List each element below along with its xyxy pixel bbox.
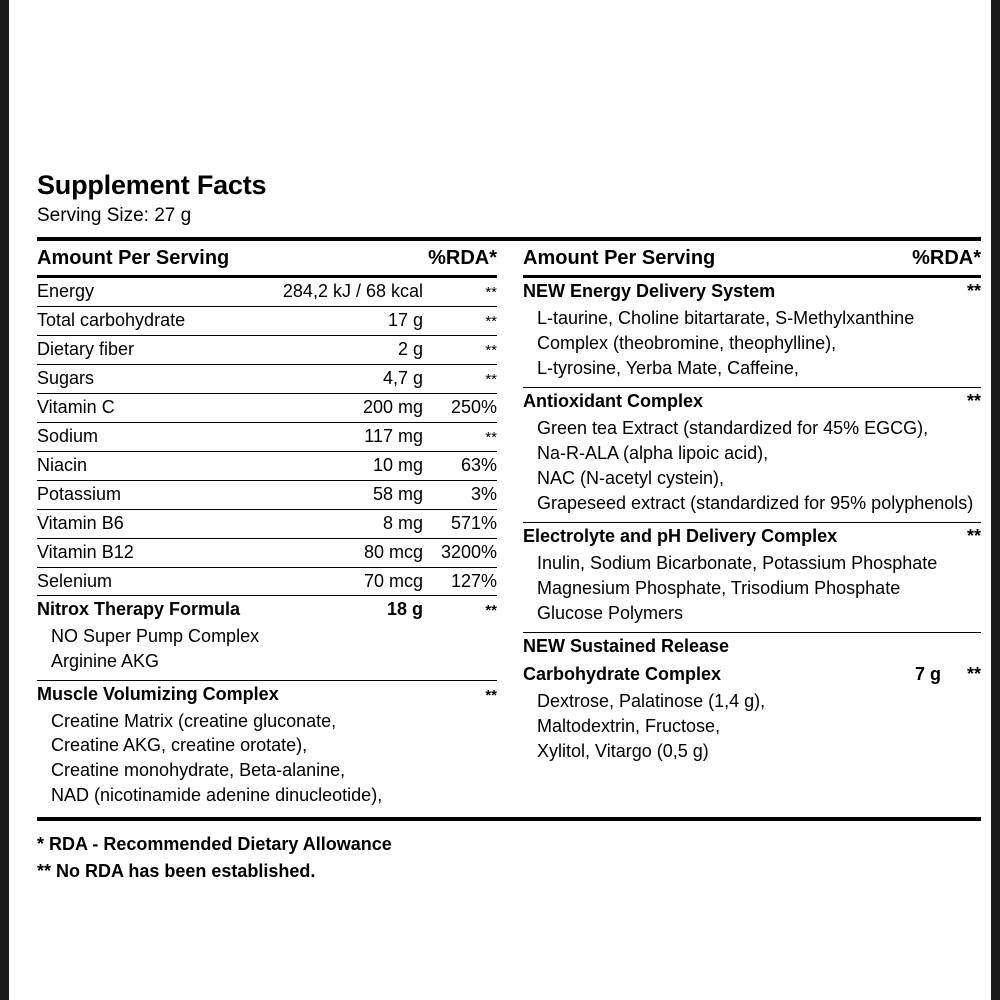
blend-ingredient: Arginine AKG <box>51 651 160 672</box>
blend-name: Nitrox Therapy Formula <box>37 599 241 620</box>
blend-ingredient: Magnesium Phosphate, Trisodium Phosphate <box>537 578 901 599</box>
left-column <box>37 241 509 807</box>
nutrient-rda: ** <box>485 284 497 301</box>
nutrient-rda: 63% <box>460 454 497 475</box>
nutrient-rda: 3% <box>470 483 497 504</box>
blend-row <box>523 388 981 416</box>
blend-ingredient: Xylitol, Vitargo (0,5 g) <box>537 741 709 762</box>
blend-rda: ** <box>485 602 497 620</box>
bottom-divider <box>37 817 981 821</box>
footnote-no-rda: ** No RDA has been established. <box>37 861 316 882</box>
table-row <box>37 539 497 567</box>
nutrient-amount: 2 g <box>397 338 423 359</box>
left-header-rda: %RDA* <box>428 247 497 269</box>
blend-ingredient: Complex (theobromine, theophylline), <box>537 332 837 353</box>
blend-ingredient: L-taurine, Choline bitartarate, S-Methylxanthine <box>537 307 915 328</box>
footnote-rda: * RDA - Recommended Dietary Allowance <box>37 834 392 855</box>
nutrient-name: Dietary fiber <box>37 338 135 359</box>
blend-ingredient: Grapeseed extract (standardized for 95% polyphenols) <box>537 493 974 514</box>
blend-ingredient: Creatine AKG, creatine orotate), <box>51 735 308 756</box>
nutrient-rda: ** <box>485 428 497 446</box>
nutrient-amount: 284,2 kJ / 68 kcal <box>282 281 423 301</box>
blend-name: Muscle Volumizing Complex <box>37 683 279 704</box>
blend-name: NEW Sustained Release <box>523 636 730 657</box>
nutrient-rda: ** <box>485 312 497 330</box>
table-row <box>37 510 497 538</box>
blend-amount: 7 g <box>914 664 941 685</box>
nutrient-name: Potassium <box>37 483 122 504</box>
blend-ingredient: L-tyrosine, Yerba Mate, Caffeine, <box>537 358 799 379</box>
blend-row <box>523 278 981 306</box>
blend-rda: ** <box>485 686 497 704</box>
blend-ingredient: Glucose Polymers <box>537 603 684 624</box>
footnotes <box>37 831 981 885</box>
table-row <box>37 278 497 306</box>
blend-ingredient: Green tea Extract (standardized for 45% EGCG), <box>537 418 929 438</box>
right-column <box>509 241 981 807</box>
blend-amount: 18 g <box>386 599 423 620</box>
table-row <box>37 307 497 335</box>
nutrient-name: Selenium <box>37 570 113 591</box>
blend-ingredient: NAC (N-acetyl cystein), <box>537 468 725 489</box>
nutrient-name: Vitamin C <box>37 396 115 417</box>
table-row <box>37 365 497 393</box>
blend-row <box>37 596 497 624</box>
table-row <box>37 481 497 509</box>
blend-name-line2: Carbohydrate Complex <box>523 664 722 685</box>
blend-rda: ** <box>966 526 981 547</box>
nutrient-rda: 250% <box>450 396 497 417</box>
nutrient-name: Vitamin B6 <box>37 512 124 533</box>
blend-rda: ** <box>966 664 981 685</box>
nutrient-rda: 127% <box>450 570 497 591</box>
blend-ingredient: NO Super Pump Complex <box>51 626 260 647</box>
nutrient-name: Niacin <box>37 454 88 475</box>
blend-ingredient: Inulin, Sodium Bicarbonate, Potassium Phosphate <box>537 553 938 574</box>
blend-row <box>523 633 981 661</box>
blend-ingredient: Creatine Matrix (creatine gluconate, <box>51 710 337 731</box>
blend-ingredient: Dextrose, Palatinose (1,4 g), <box>537 691 766 712</box>
blend-name: Antioxidant Complex <box>523 391 704 412</box>
facts-columns <box>37 241 981 807</box>
left-column-header <box>37 241 497 275</box>
nutrient-rda: 571% <box>450 512 497 533</box>
blend-row <box>523 523 981 551</box>
table-row <box>37 568 497 596</box>
nutrient-amount: 8 mg <box>382 512 423 533</box>
table-row <box>37 336 497 364</box>
blend-name: NEW Energy Delivery System <box>523 281 776 301</box>
nutrient-amount: 117 mg <box>364 425 423 446</box>
blend-ingredient: Na-R-ALA (alpha lipoic acid), <box>537 443 769 464</box>
blend-ingredient: Creatine monohydrate, Beta-alanine, <box>51 760 346 781</box>
nutrient-name: Energy <box>37 281 95 301</box>
right-column-header <box>523 241 981 275</box>
nutrient-amount: 17 g <box>387 309 423 330</box>
right-header-amount: Amount Per Serving <box>523 247 716 269</box>
blend-row-continued <box>523 661 981 689</box>
nutrient-amount: 10 mg <box>372 454 423 475</box>
table-row <box>37 452 497 480</box>
nutrient-name: Total carbohydrate <box>37 309 186 330</box>
page-title: Supplement Facts <box>37 170 267 200</box>
nutrient-rda: ** <box>485 341 497 359</box>
blend-ingredient: NAD (nicotinamide adenine dinucleotide), <box>51 784 383 805</box>
serving-size: Serving Size: 27 g <box>37 205 192 226</box>
blend-ingredient: Maltodextrin, Fructose, <box>537 716 721 737</box>
table-row <box>37 394 497 422</box>
supplement-facts-sheet <box>29 170 989 885</box>
nutrient-amount: 80 mcg <box>363 541 423 562</box>
nutrient-name: Sodium <box>37 425 99 446</box>
blend-row <box>37 681 497 709</box>
nutrient-name: Vitamin B12 <box>37 541 134 562</box>
nutrient-amount: 70 mcg <box>363 570 423 591</box>
nutrient-name: Sugars <box>37 367 95 388</box>
nutrient-amount: 58 mg <box>372 483 423 504</box>
blend-rda: ** <box>966 281 981 301</box>
table-row <box>37 423 497 451</box>
right-header-rda: %RDA* <box>912 247 981 269</box>
nutrient-rda: ** <box>485 370 497 388</box>
nutrient-rda: 3200% <box>440 541 497 562</box>
left-header-amount: Amount Per Serving <box>37 247 230 269</box>
nutrient-amount: 4,7 g <box>382 367 423 388</box>
blend-rda: ** <box>966 391 981 412</box>
nutrient-amount: 200 mg <box>362 396 423 417</box>
blend-name: Electrolyte and pH Delivery Complex <box>523 526 838 547</box>
